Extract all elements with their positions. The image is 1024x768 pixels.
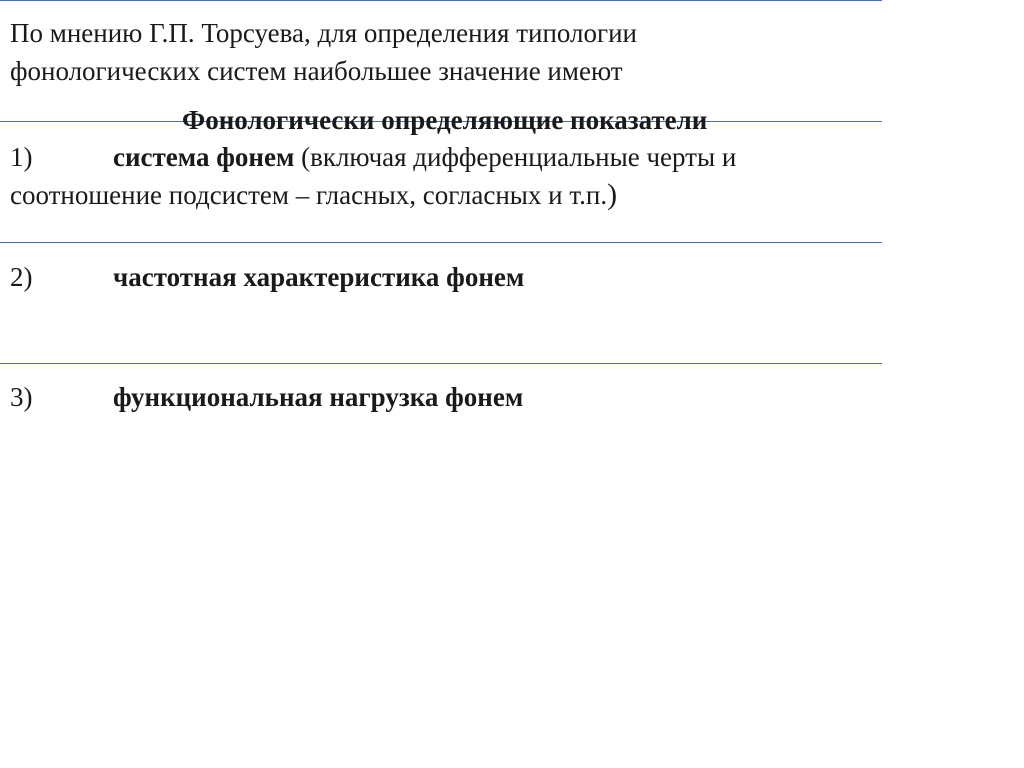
- item-3-number: 3): [10, 382, 33, 412]
- intro-line-2: фонологических систем наибольшее значение имеют: [10, 56, 623, 86]
- item-3-bold-text: функциональная нагрузка фонем: [113, 382, 524, 412]
- item-1-line-2: соотношение подсистем – гласных, согласных и т.п.: [10, 180, 608, 210]
- item-1-closing-paren: ): [607, 178, 618, 211]
- item-3-first-line: [10, 378, 880, 416]
- item-1-first-line: [10, 138, 880, 176]
- item-1-second-line: [10, 176, 880, 214]
- item-1-bold-text: система фонем: [113, 142, 295, 172]
- list-item-1: [10, 138, 880, 214]
- intro-line-1: По мнению Г.П. Торсуева, для определения типологии: [10, 18, 637, 48]
- list-item-3: [10, 378, 880, 416]
- intro-paragraph: [10, 14, 870, 90]
- top-rule: [0, 0, 882, 1]
- item-2-first-line: [10, 258, 880, 296]
- item-2-bold-text: частотная характеристика фонем: [113, 262, 525, 292]
- item-1-number: 1): [10, 142, 33, 172]
- list-item-2: [10, 258, 880, 296]
- item-2-rule: [0, 363, 882, 364]
- item-2-number: 2): [10, 262, 33, 292]
- section-heading: Фонологически определяющие показатели: [182, 105, 708, 135]
- item-1-rest-text: (включая дифференциальные черты и: [294, 142, 737, 172]
- item-1-rule: [0, 242, 882, 243]
